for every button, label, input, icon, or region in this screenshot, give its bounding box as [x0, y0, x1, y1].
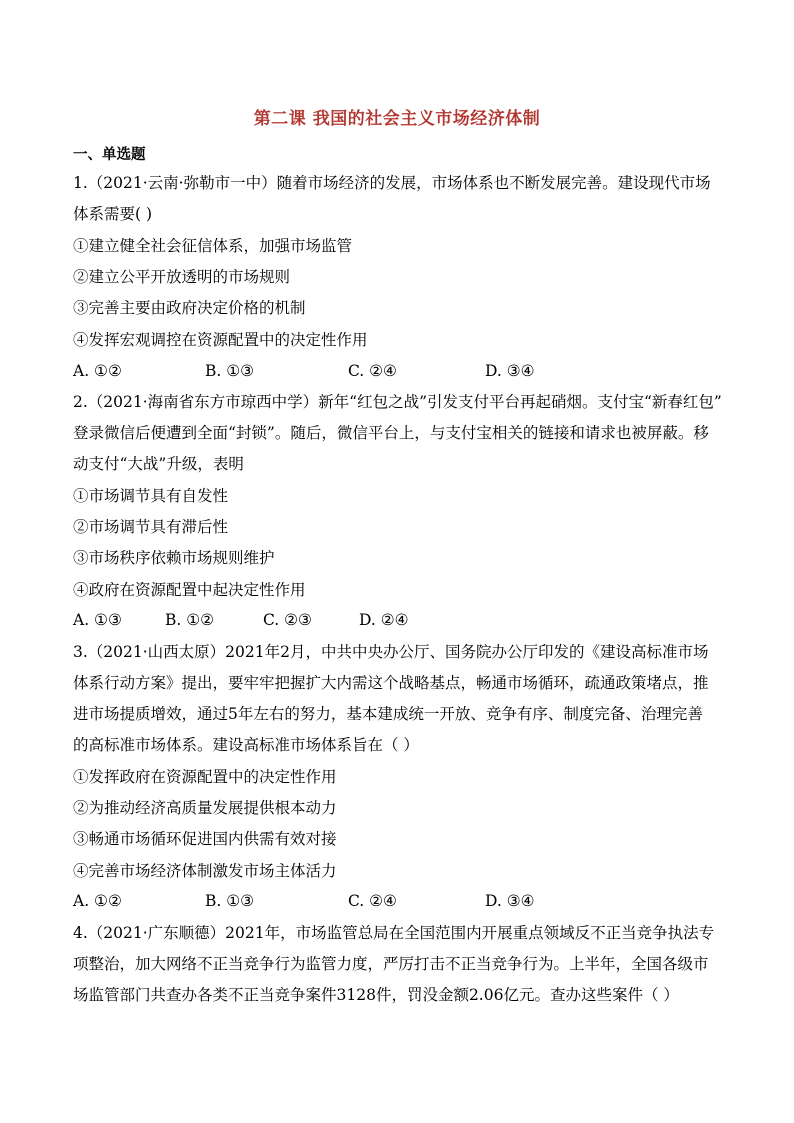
q3-option-a: A. ①②	[73, 892, 122, 910]
q2-item-4: ④政府在资源配置中起决定性作用	[73, 581, 306, 599]
q2-item-1: ①市场调节具有自发性	[73, 487, 229, 505]
q2-item-2: ②市场调节具有滞后性	[73, 518, 229, 536]
q3-option-b: B. ①③	[205, 892, 255, 910]
q3-item-2: ②为推动经济高质量发展提供根本动力	[73, 799, 337, 817]
q1-item-2: ②建立公平开放透明的市场规则	[73, 268, 291, 286]
q2-item-3: ③市场秩序依赖市场规则维护	[73, 549, 275, 567]
q3-line-2: 体系行动方案》提出，要牢牢把握扩大内需这个战略基点，畅通市场循环，疏通政策堵点，推	[73, 674, 709, 692]
q1-option-b: B. ①③	[205, 362, 255, 380]
q1-line-2: 体系需要( )	[73, 205, 153, 223]
section-heading: 一、单选题	[73, 147, 146, 163]
q3-item-4: ④完善市场经济体制激发市场主体活力	[73, 862, 337, 880]
q3-line-1: 3.（2021·山西太原）2021年2月，中共中央办公厅、国务院办公厅印发的《建设高标准市场	[73, 643, 709, 661]
q2-option-b: B. ①②	[165, 611, 215, 629]
q1-item-3: ③完善主要由政府决定价格的机制	[73, 299, 306, 317]
q2-line-1: 2.（2021·海南省东方市琼西中学）新年“红包之战”引发支付平台再起硝烟。支付宝“新春红包”	[73, 393, 722, 411]
q4-line-1: 4.（2021·广东顺德）2021年，市场监管总局在全国范围内开展重点领域反不正当竞争执法专	[73, 924, 715, 942]
page-title: 第二课 我国的社会主义市场经济体制	[253, 109, 541, 129]
q3-line-4: 的高标准市场体系。建设高标准市场体系旨在（ ）	[73, 736, 419, 754]
q2-option-d: D. ②④	[359, 611, 409, 629]
q3-line-3: 进市场提质增效，通过5年左右的努力，基本建成统一开放、竞争有序、制度完备、治理完善	[73, 705, 703, 723]
q1-option-a: A. ①②	[73, 362, 122, 380]
q1-item-1: ①建立健全社会征信体系，加强市场监管	[73, 237, 353, 255]
q2-line-2: 登录微信后便遭到全面“封锁”。随后，微信平台上，与支付宝相关的链接和请求也被屏蔽。移	[73, 424, 709, 442]
q3-option-d: D. ③④	[485, 892, 535, 910]
q4-line-2: 项整治，加大网络不正当竞争行为监管力度，严厉打击不正当竞争行为。上半年，全国各级市	[73, 955, 709, 973]
q3-item-3: ③畅通市场循环促进国内供需有效对接	[73, 830, 337, 848]
q1-option-d: D. ③④	[485, 362, 535, 380]
q1-option-c: C. ②④	[348, 362, 397, 380]
q2-option-a: A. ①③	[73, 611, 122, 629]
q3-item-1: ①发挥政府在资源配置中的决定性作用	[73, 768, 337, 786]
q3-option-c: C. ②④	[348, 892, 397, 910]
q1-line-1: 1.（2021·云南·弥勒市一中）随着市场经济的发展，市场体系也不断发展完善。建设现代市场	[73, 174, 711, 192]
q1-item-4: ④发挥宏观调控在资源配置中的决定性作用	[73, 331, 368, 349]
q4-line-3: 场监管部门共查办各类不正当竞争案件3128件，罚没金额2.06亿元。查办这些案件（ ）	[73, 986, 679, 1004]
q2-line-3: 动支付“大战”升级，表明	[73, 455, 244, 473]
q2-option-c: C. ②③	[263, 611, 312, 629]
